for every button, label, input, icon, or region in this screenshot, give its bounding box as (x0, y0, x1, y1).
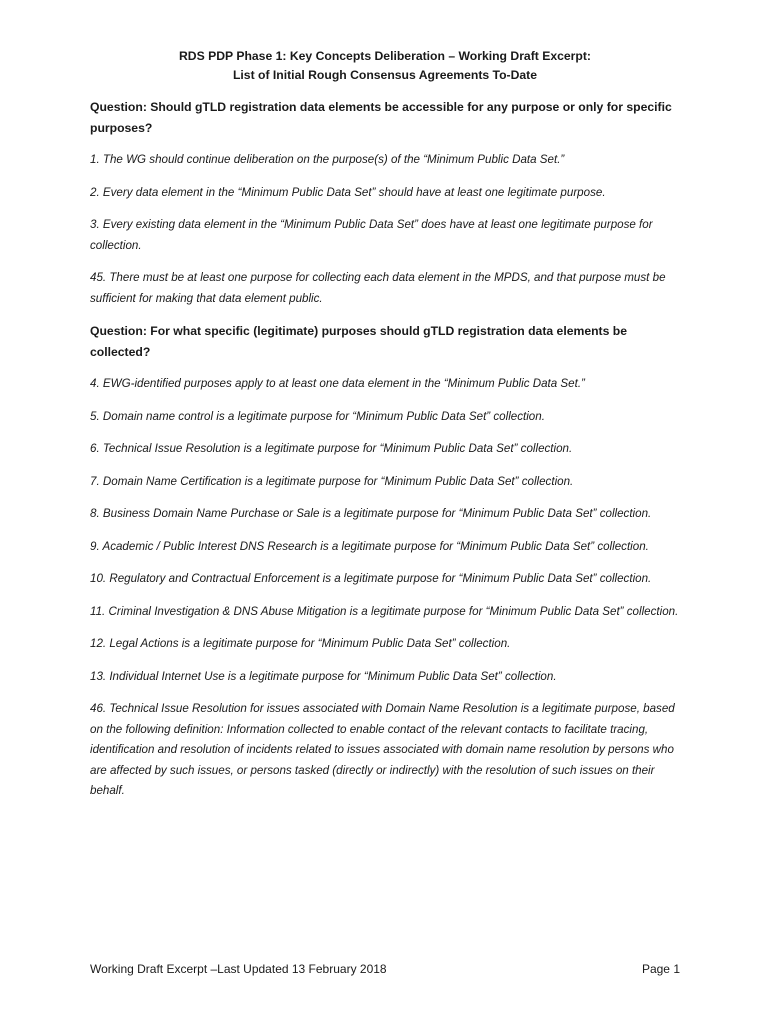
page-number: Page 1 (641, 962, 680, 976)
section-legitimate-purposes (90, 321, 680, 802)
title-line-1: RDS PDP Phase 1: Key Concepts Deliberation – Working Draft Excerpt: (178, 49, 591, 63)
agreement-item-46: 46. Technical Issue Resolution for issues associated with Domain Name Resolution is a legitimate purpose, based on the following definition: Information collected to enable contact of the relevant contacts to facilitate tracing, identification and resolution of incidents related to issues associated with domain name resolution by persons who are affected by such issues, or persons tasked (directly or indirectly) with the resolution of such issues on their behalf. (90, 702, 675, 797)
question-heading: Question: For what specific (legitimate) purposes should gTLD registration data elements be collected? (90, 324, 628, 359)
agreement-item-2: 2. Every data element in the “Minimum Public Data Set” should have at least one legitimate purpose. (90, 185, 606, 199)
document-title (90, 47, 680, 85)
agreement-item-4: 4. EWG-identified purposes apply to at least one data element in the “Minimum Public Data Set.” (90, 377, 585, 390)
section-purpose-access (90, 97, 680, 309)
title-line-2: List of Initial Rough Consensus Agreements To-Date (232, 68, 538, 82)
page-footer (90, 960, 680, 978)
agreement-item-45: 45. There must be at least one purpose for collecting each data element in the MPDS, and that purpose must be sufficient for making that data element public. (90, 271, 666, 305)
agreement-item-11: 11. Criminal Investigation & DNS Abuse Mitigation is a legitimate purpose for “Minimum Public Data Set” collection. (90, 604, 679, 618)
question-heading: Question: Should gTLD registration data elements be accessible for any purpose or only for specific purposes? (90, 100, 672, 135)
agreement-item-1: 1. The WG should continue deliberation on the purpose(s) of the “Minimum Public Data Set.” (90, 153, 565, 166)
document-body (90, 97, 680, 814)
agreement-item-9: 9. Academic / Public Interest DNS Research is a legitimate purpose for “Minimum Public Data Set” collection. (90, 539, 649, 553)
agreement-item-10: 10. Regulatory and Contractual Enforcement is a legitimate purpose for “Minimum Public Data Set” collection. (90, 572, 652, 585)
agreement-item-7: 7. Domain Name Certification is a legitimate purpose for “Minimum Public Data Set” collection. (90, 474, 574, 488)
agreement-item-3: 3. Every existing data element in the “Minimum Public Data Set” does have at least one legitimate purpose for collection. (90, 218, 653, 252)
agreement-item-5: 5. Domain name control is a legitimate purpose for “Minimum Public Data Set” collection. (90, 409, 545, 423)
agreement-item-8: 8. Business Domain Name Purchase or Sale is a legitimate purpose for “Minimum Public Data Set” collection. (90, 507, 652, 520)
agreement-item-6: 6. Technical Issue Resolution is a legitimate purpose for “Minimum Public Data Set” collection. (90, 442, 573, 455)
agreement-item-13: 13. Individual Internet Use is a legitimate purpose for “Minimum Public Data Set” collection. (90, 669, 557, 683)
footer-last-updated: Working Draft Excerpt –Last Updated 13 February 2018 (90, 962, 387, 976)
agreement-item-12: 12. Legal Actions is a legitimate purpose for “Minimum Public Data Set” collection. (90, 637, 511, 650)
